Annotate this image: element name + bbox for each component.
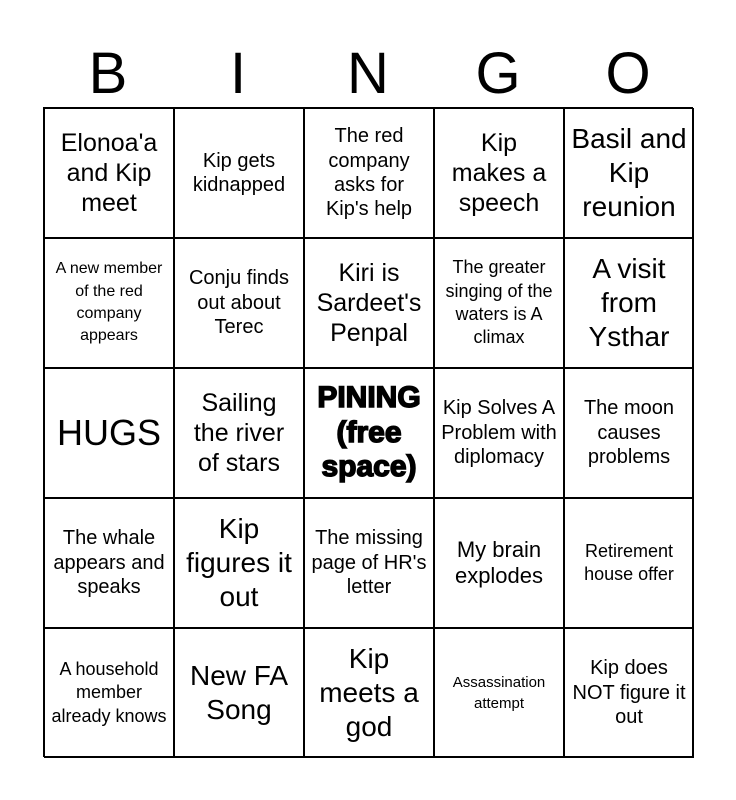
bingo-cell[interactable]: Kip Solves A Problem with diplomacy <box>434 368 564 498</box>
bingo-cell[interactable]: HUGS <box>44 368 174 498</box>
bingo-cell[interactable]: Sailing the river of stars <box>174 368 304 498</box>
bingo-cell[interactable]: Kip makes a speech <box>434 108 564 238</box>
bingo-cell[interactable]: A household member already knows <box>44 628 174 758</box>
bingo-cell[interactable]: Kip meets a god <box>304 628 434 758</box>
bingo-cell[interactable]: The red company asks for Kip's help <box>304 108 434 238</box>
bingo-header <box>43 40 693 108</box>
bingo-cell[interactable]: New FA Song <box>174 628 304 758</box>
bingo-cell[interactable]: Kip does NOT figure it out <box>564 628 694 758</box>
header-letter-g: G <box>475 41 521 106</box>
bingo-cell[interactable]: The whale appears and speaks <box>44 498 174 628</box>
bingo-board <box>43 107 693 757</box>
bingo-cell[interactable]: A new member of the red company appears <box>44 238 174 368</box>
bingo-cell[interactable]: Conju finds out about Terec <box>174 238 304 368</box>
bingo-cell[interactable]: A visit from Ysthar <box>564 238 694 368</box>
bingo-cell[interactable]: Assassination attempt <box>434 628 564 758</box>
header-letter-b: B <box>88 41 128 106</box>
bingo-cell[interactable]: Elonoa'a and Kip meet <box>44 108 174 238</box>
bingo-cell[interactable]: Kip figures it out <box>174 498 304 628</box>
header-letter-n: N <box>347 41 389 106</box>
bingo-cell[interactable]: Kiri is Sardeet's Penpal <box>304 238 434 368</box>
header-letter-o: O <box>605 41 651 106</box>
bingo-cell[interactable]: The moon causes problems <box>564 368 694 498</box>
bingo-cell[interactable]: The greater singing of the waters is A climax <box>434 238 564 368</box>
bingo-cell[interactable]: Retirement house offer <box>564 498 694 628</box>
free-space-cell[interactable]: PINING (free space) <box>304 368 434 498</box>
bingo-cell[interactable]: The missing page of HR's letter <box>304 498 434 628</box>
bingo-cell[interactable]: Basil and Kip reunion <box>564 108 694 238</box>
bingo-cell[interactable]: My brain explodes <box>434 498 564 628</box>
bingo-cell[interactable]: Kip gets kidnapped <box>174 108 304 238</box>
header-letter-i: I <box>229 41 247 106</box>
